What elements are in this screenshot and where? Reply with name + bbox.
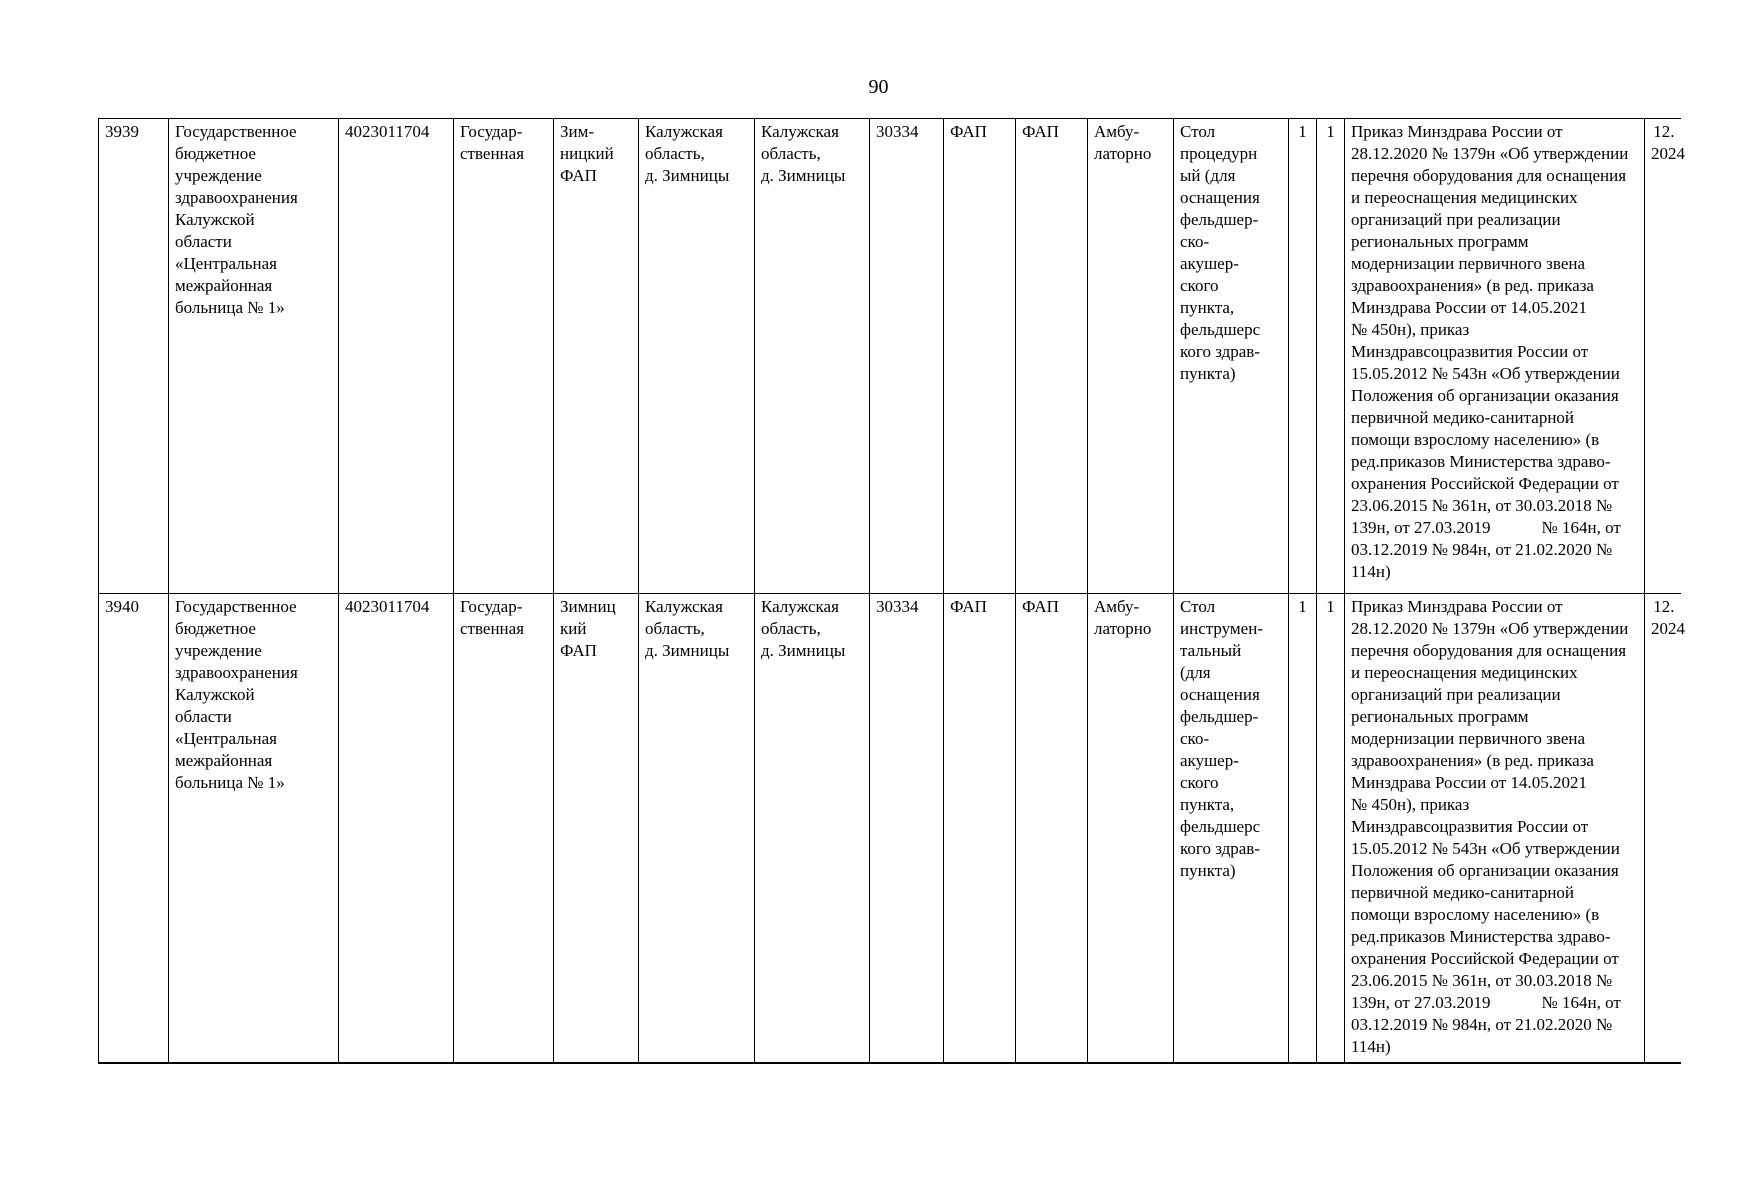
- equipment-name: Стол инструмен- тальный (для оснащения фельдшер- ско- акушер- ского пункта, фельдшерс кого здрав- пункта): [1174, 594, 1289, 1064]
- table-row: [99, 594, 1681, 1064]
- unit-type: ФАП: [944, 594, 1016, 1064]
- unit-subtype: ФАП: [1016, 119, 1088, 594]
- address-legal: Калужская область, д. Зимницы: [639, 119, 755, 594]
- legal-basis: Приказ Минздрава России от 28.12.2020 № 1379н «Об утверждении перечня оборудования для оснащения и переоснащения медицинских организаций при реализации региональных программ модернизации первичного звена здравоохранения» (в ред. приказа Минздрава России от 14.05.2021 № 450н), приказ Минздравсоцразвития России от 15.05.2012 № 543н «Об утверждении Положения об организации оказания первичной медико-санитарной помощи взрослому населению» (в ред.приказов Министерства здраво- охранения Российской Федерации от 23.06.2015 № 361н, от 30.03.2018 № 139н, от 27.03.2019 № 164н, от 03.12.2019 № 984н, от 21.02.2020 № 114н): [1345, 119, 1645, 594]
- unit-name: Зимниц кий ФАП: [554, 594, 639, 1064]
- row-number: 3939: [99, 119, 169, 594]
- legal-basis: Приказ Минздрава России от 28.12.2020 № 1379н «Об утверждении перечня оборудования для оснащения и переоснащения медицинских организаций при реализации региональных программ модернизации первичного звена здравоохранения» (в ред. приказа Минздрава России от 14.05.2021 № 450н), приказ Минздравсоцразвития России от 15.05.2012 № 543н «Об утверждении Положения об организации оказания первичной медико-санитарной помощи взрослому населению» (в ред.приказов Министерства здраво- охранения Российской Федерации от 23.06.2015 № 361н, от 30.03.2018 № 139н, от 27.03.2019 № 164н, от 03.12.2019 № 984н, от 21.02.2020 № 114н): [1345, 594, 1645, 1064]
- inn: 4023011704: [339, 594, 454, 1064]
- ownership-form: Государ- ственная: [454, 119, 554, 594]
- organization-name: Государственное бюджетное учреждение здравоохранения Калужской области «Центральная межрайонная больница № 1»: [169, 119, 339, 594]
- code: 30334: [870, 119, 944, 594]
- quantity-planned: 1: [1317, 119, 1345, 594]
- quantity-required: 1: [1289, 119, 1317, 594]
- deadline: 12. 2024: [1645, 119, 1681, 594]
- care-condition: Амбу- латорно: [1088, 594, 1174, 1064]
- address-legal: Калужская область, д. Зимницы: [639, 594, 755, 1064]
- unit-name: Зим- ницкий ФАП: [554, 119, 639, 594]
- table-row: [99, 119, 1681, 594]
- deadline: 12. 2024: [1645, 594, 1681, 1064]
- unit-subtype: ФАП: [1016, 594, 1088, 1064]
- address-actual: Калужская область, д. Зимницы: [755, 594, 870, 1064]
- equipment-name: Стол процедурн ый (для оснащения фельдшер- ско- акушер- ского пункта, фельдшерс кого здрав- пункта): [1174, 119, 1289, 594]
- code: 30334: [870, 594, 944, 1064]
- inn: 4023011704: [339, 119, 454, 594]
- unit-type: ФАП: [944, 119, 1016, 594]
- row-number: 3940: [99, 594, 169, 1064]
- organization-name: Государственное бюджетное учреждение здравоохранения Калужской области «Центральная межрайонная больница № 1»: [169, 594, 339, 1064]
- quantity-planned: 1: [1317, 594, 1345, 1064]
- ownership-form: Государ- ственная: [454, 594, 554, 1064]
- address-actual: Калужская область, д. Зимницы: [755, 119, 870, 594]
- page-number: 90: [868, 76, 889, 98]
- care-condition: Амбу- латорно: [1088, 119, 1174, 594]
- quantity-required: 1: [1289, 594, 1317, 1064]
- registry-table: [98, 118, 1685, 1064]
